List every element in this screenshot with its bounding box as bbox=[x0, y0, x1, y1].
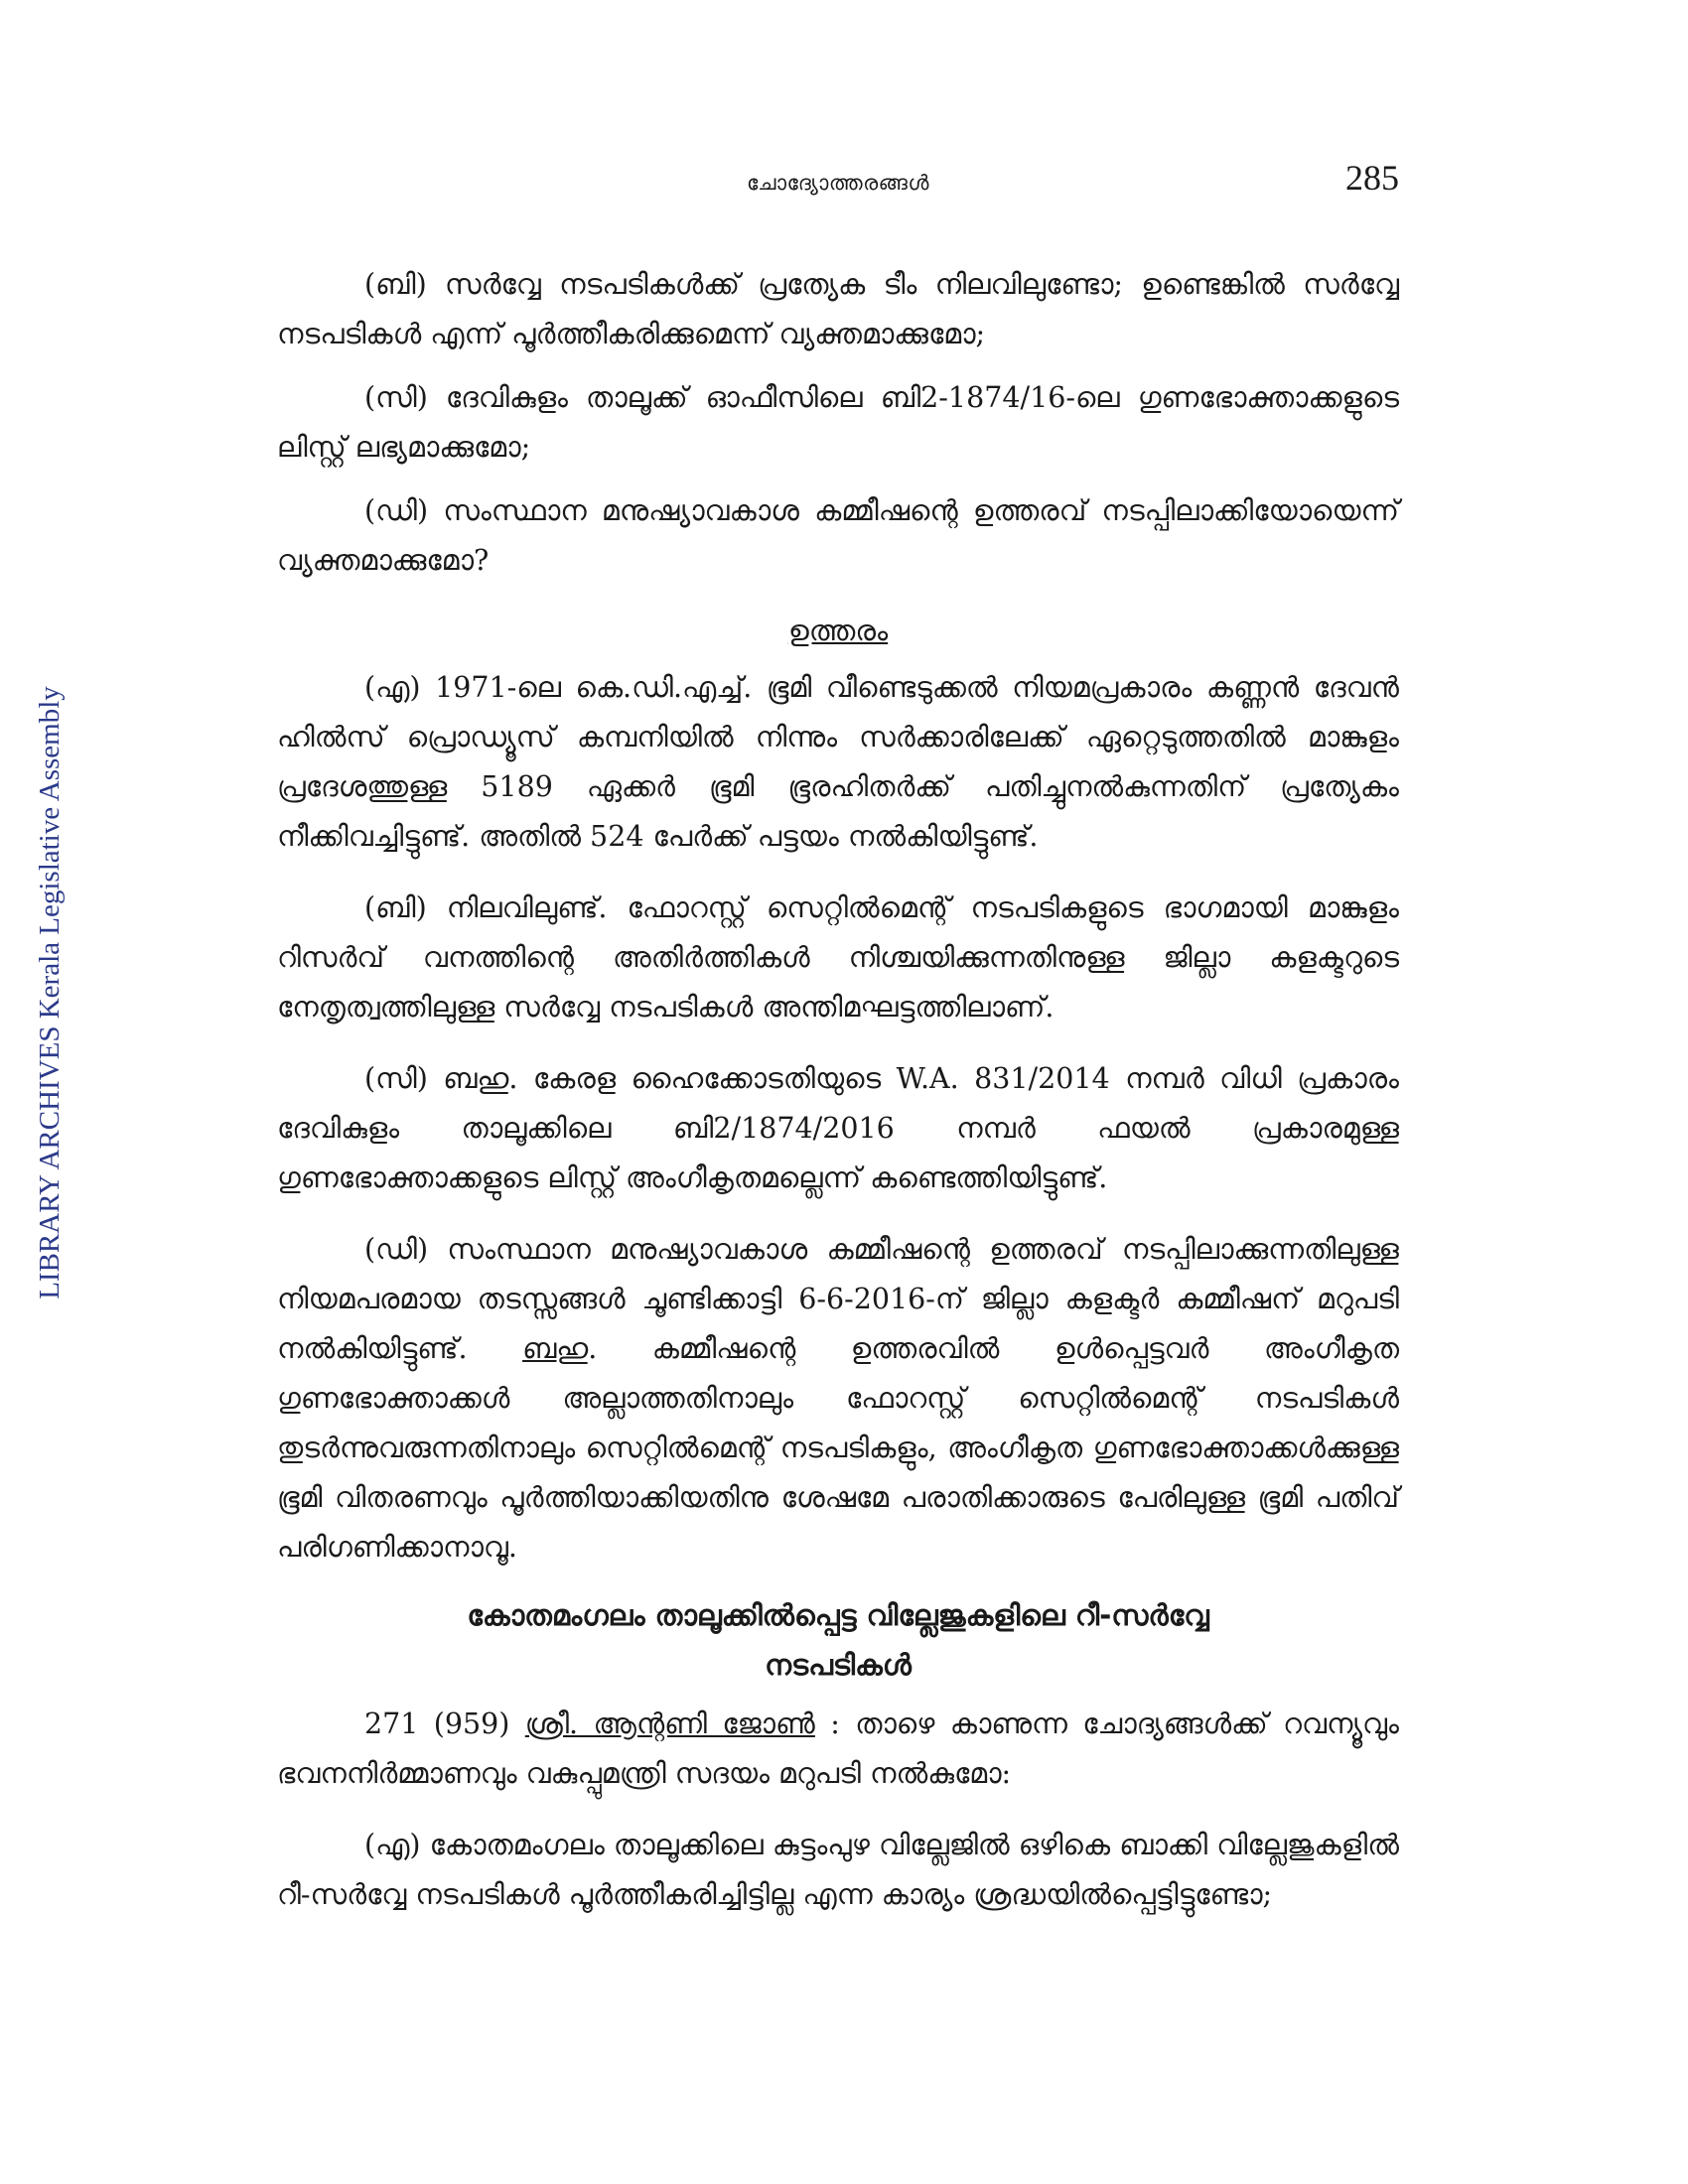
answer-d-text-1: (ഡി) സംസ്ഥാന മനുഷ്യാവകാശ കമ്മീഷന്റെ ഉത്തരവ് നടപ്പിലാക്കുന്നതിലുള്ള നിയമപരമായ തടസ്സങ്ങൾ ചൂണ്ടിക്കാട്ടി 6-6-2016-ന് ജില്ലാ കളക്ടർ കമ്മീഷന് മറുപടി നൽകിയിട്ടുണ്ട്. bbox=[277, 1233, 1399, 1365]
section-title-line-2: നടപടികൾ bbox=[765, 1648, 912, 1682]
question-intro-text: : താഴെ കാണുന്ന ചോദ്യങ്ങൾക്ക് റവന്യൂവും ഭവനനിർമ്മാണവും വകുപ്പുമന്ത്രി സദയം മറുപടി നൽകുമോ: bbox=[277, 1707, 1400, 1790]
answer-b: (ബി) നിലവിലുണ്ട്. ഫോറസ്റ്റ് സെറ്റിൽമെന്റ് നടപടികളുടെ ഭാഗമായി മാങ്കുളം റിസർവ് വനത്തിന്റെ അതിർത്തികൾ നിശ്ചയിക്കുന്നതിനുള്ള ജില്ലാ കളക്ടറുടെ നേതൃത്വത്തിലുള്ള സർവ്വേ നടപടികൾ അന്തിമഘട്ടത്തിലാണ്. bbox=[277, 891, 1399, 1024]
page-header bbox=[277, 157, 1399, 206]
question-intro bbox=[277, 1700, 1399, 1799]
question-c: (സി) ദേവികുളം താലൂക്ക് ഓഫീസിലെ ബി2-1874/16-ലെ ഗുണഭോക്താക്കളുടെ ലിസ്റ്റ് ലഭ്യമാക്കുമോ; bbox=[277, 381, 1399, 464]
answer-d bbox=[277, 1225, 1399, 1572]
member-name: ശ്രീ. ആന്റണി ജോൺ bbox=[524, 1707, 815, 1740]
section-title-line-1: കോതമംഗലം താലൂക്കിൽപ്പെട്ട വില്ലേജുകളിലെ റീ-സർവ്വേ bbox=[467, 1598, 1209, 1632]
question-number: 271 (959) bbox=[364, 1707, 525, 1740]
running-head: ചോദ്യോത്തരങ്ങൾ bbox=[746, 171, 930, 195]
next-question-a: (എ) കോതമംഗലം താലൂക്കിലെ കുട്ടംപുഴ വില്ലേജിൽ ഒഴികെ ബാക്കി വില്ലേജുകളിൽ റീ-സർവ്വേ നടപടികൾ പൂർത്തീകരിച്ചിട്ടില്ല എന്ന കാര്യം ശ്രദ്ധയിൽപ്പെട്ടിട്ടുണ്ടോ; bbox=[277, 1829, 1399, 1911]
watermark: LIBRARY ARCHIVES Kerala Legislative Assembly bbox=[34, 686, 66, 1299]
answer-c: (സി) ബഹു. കേരള ഹൈക്കോടതിയുടെ W.A. 831/2014 നമ്പർ വിധി പ്രകാരം ദേവികുളം താലൂക്കിലെ ബി2/1874/2016 നമ്പർ ഫയൽ പ്രകാരമുള്ള ഗുണഭോക്താക്കളുടെ ലിസ്റ്റ് അംഗീകൃതമല്ലെന്ന് കണ്ടെത്തിയിട്ടുണ്ട്. bbox=[277, 1062, 1399, 1194]
question-b: (ബി) സർവ്വേ നടപടികൾക്ക് പ്രത്യേക ടീം നിലവിലുണ്ടോ; ഉണ്ടെങ്കിൽ സർവ്വേ നടപടികൾ എന്ന് പൂർത്തീകരിക്കുമെന്ന് വ്യക്തമാക്കുമോ; bbox=[277, 268, 1399, 350]
answer-a: (എ) 1971-ലെ കെ.ഡി.എച്ച്. ഭൂമി വീണ്ടെടുക്കൽ നിയമപ്രകാരം കണ്ണൻ ദേവൻ ഹിൽസ് പ്രൊഡ്യൂസ് കമ്പനിയിൽ നിന്നും സർക്കാരിലേക്ക് ഏറ്റെടുത്തതിൽ മാങ്കുളം പ്രദേശത്തുള്ള 5189 ഏക്കർ ഭൂമി ഭൂരഹിതർക്ക് പതിച്ചുനൽകുന്നതിന് പ്രത്യേകം നീക്കിവച്ചിട്ടുണ്ട്. അതിൽ 524 പേർക്ക് പട്ടയം നൽകിയിട്ടുണ്ട്. bbox=[277, 671, 1399, 853]
answer-heading: ഉത്തരം bbox=[787, 614, 889, 647]
question-d: (ഡി) സംസ്ഥാന മനുഷ്യാവകാശ കമ്മീഷന്റെ ഉത്തരവ് നടപ്പിലാക്കിയോയെന്ന് വ്യക്തമാക്കുമോ? bbox=[277, 494, 1399, 577]
page-body bbox=[277, 260, 1399, 1920]
answer-d-bahu: ബഹു bbox=[522, 1332, 589, 1365]
section-title bbox=[277, 1590, 1399, 1690]
page-number: 285 bbox=[1345, 158, 1399, 198]
answer-d-text-2: . കമ്മീഷന്റെ ഉത്തരവിൽ ഉൾപ്പെട്ടവർ അംഗീകൃത ഗുണഭോക്താക്കൾ അല്ലാത്തതിനാലും ഫോറസ്റ്റ് സെറ്റിൽമെന്റ് നടപടികൾ തുടർന്നുവരുന്നതിനാലും സെറ്റിൽമെന്റ് നടപടികളും, അംഗീകൃത ഗുണഭോക്താക്കൾക്കുള്ള ഭൂമി വിതരണവും പൂർത്തിയാക്കിയതിനു ശേഷമേ പരാതിക്കാരുടെ പേരിലുള്ള ഭൂമി പതിവ് പരിഗണിക്കാനാവൂ. bbox=[277, 1332, 1400, 1564]
